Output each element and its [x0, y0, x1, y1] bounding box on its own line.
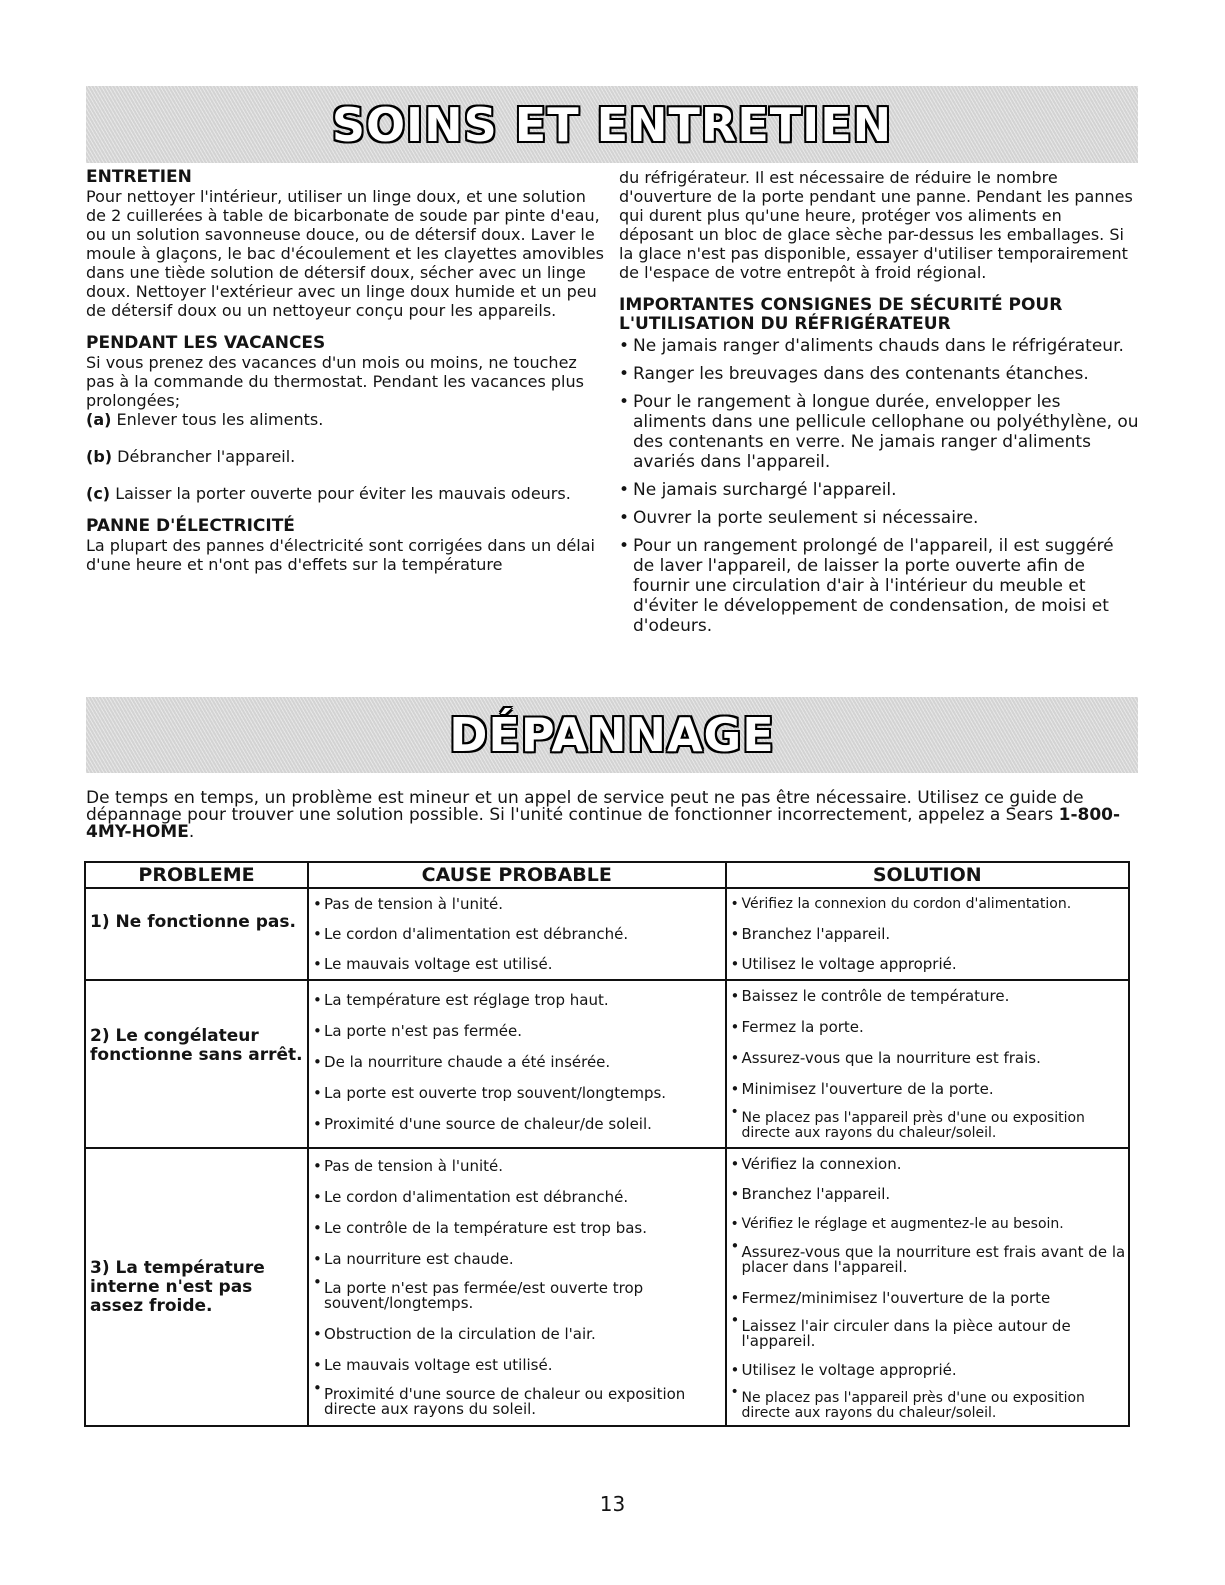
panne-heading: PANNE D'ÉLECTRICITÉ	[86, 516, 295, 536]
list-item: • Utilisez le voltage approprié.	[731, 949, 1129, 979]
list-item: • Le cordon d'alimentation est débranché.	[313, 919, 724, 949]
list-item: • Utilisez le voltage approprié.	[731, 1355, 1129, 1385]
solution-cell	[726, 1148, 1130, 1426]
list-item: • Ouvrer la porte seulement si nécessaire.	[619, 508, 1139, 528]
table-header-row	[85, 862, 1129, 888]
solution-cell	[726, 980, 1130, 1148]
list-item: • La porte n'est pas fermée.	[313, 1016, 724, 1047]
list-item: • Le mauvais voltage est utilisé.	[313, 1350, 724, 1381]
list-item: • Proximité d'une source de chaleur/de soleil.	[313, 1109, 724, 1140]
troubleshooting-table	[84, 861, 1130, 1427]
depannage-banner	[86, 697, 1138, 773]
cause-cell	[308, 980, 725, 1148]
cause-list	[309, 981, 724, 1142]
header-cause: CAUSE PROBABLE	[308, 862, 725, 888]
depannage-title: DÉPANNAGE	[449, 708, 775, 762]
left-column	[86, 168, 606, 588]
list-item: • Pas de tension à l'unité.	[313, 889, 724, 919]
list-item: • La porte n'est pas fermée/est ouverte trop souvent/longtemps.	[313, 1275, 724, 1319]
problem-text: 2) Le congélateur fonctionne sans arrêt.	[90, 1026, 303, 1065]
problem-cell	[85, 1148, 308, 1426]
solution-list	[727, 1149, 1129, 1425]
list-item: • Le cordon d'alimentation est débranché.	[313, 1182, 724, 1213]
list-item: • Proximité d'une source de chaleur ou exposition directe aux rayons du soleil.	[313, 1381, 724, 1423]
table-row	[85, 980, 1129, 1148]
vacances-section	[86, 334, 606, 503]
panne-continued	[619, 168, 1139, 282]
consignes-section	[619, 296, 1139, 636]
vacances-text: Si vous prenez des vacances d'un mois ou moins, ne touchez pas à la commande du thermostat. Pendant les vacances plus prolongées;	[86, 353, 584, 410]
list-item: • Minimisez l'ouverture de la porte.	[731, 1074, 1129, 1105]
list-item: • Fermez/minimisez l'ouverture de la porte	[731, 1283, 1129, 1313]
page-number: 13	[599, 1492, 626, 1516]
problem-cell	[85, 980, 308, 1148]
table-row	[85, 888, 1129, 980]
vacances-item-text: Enlever tous les aliments.	[111, 410, 324, 429]
entretien-heading: ENTRETIEN	[86, 167, 192, 187]
list-item: • Pour un rangement prolongé de l'appareil, il est suggéré de laver l'appareil, de laisser la porte ouverte afin de fournir une circulation d'air à l'intérieur du meuble et d'éviter le développement de condensation, de moisi et d'odeurs.	[619, 536, 1139, 636]
list-item: • Le contrôle de la température est trop bas.	[313, 1213, 724, 1244]
list-item: • Ne jamais surchargé l'appareil.	[619, 480, 1139, 500]
intro-end: .	[188, 822, 195, 842]
list-item: • Branchez l'appareil.	[731, 1179, 1129, 1209]
list-item: • Pas de tension à l'unité.	[313, 1151, 724, 1182]
sears-phone-number: 1-800-4MY-HOME	[86, 805, 1121, 842]
list-item: • Laissez l'air circuler dans la pièce autour de l'appareil.	[731, 1313, 1129, 1355]
vacances-item-text: Laisser la porter ouverte pour éviter les mauvais odeurs.	[110, 484, 571, 503]
consignes-heading: IMPORTANTES CONSIGNES DE SÉCURITÉ POUR L'UTILISATION DU RÉFRIGÉRATEUR	[619, 295, 1063, 334]
list-item: • Ranger les breuvages dans des contenants étanches.	[619, 364, 1139, 384]
list-item: • La nourriture est chaude.	[313, 1244, 724, 1275]
vacances-heading: PENDANT LES VACANCES	[86, 333, 326, 353]
problem-cell	[85, 888, 308, 980]
list-item: • Vérifiez la connexion du cordon d'alimentation.	[731, 889, 1129, 919]
vacances-item-tag: (a)	[86, 410, 112, 429]
solution-list	[727, 889, 1129, 979]
list-item: • Baissez le contrôle de température.	[731, 981, 1129, 1012]
soins-banner	[86, 86, 1138, 163]
panne-section	[86, 517, 606, 574]
consignes-list	[619, 336, 1139, 636]
problem-text: 1) Ne fonctionne pas.	[90, 912, 296, 932]
entretien-text: Pour nettoyer l'intérieur, utiliser un linge doux, et une solution de 2 cuillerées à table de bicarbonate de soude par pinte d'eau, ou un solution savonneuse douce, ou de détersif doux. Laver le moule à glaçons, le bac d'écoulement et les clayettes amovibles dans une tiède solution de détersif doux, sécher avec un linge doux. Nettoyer l'extérieur avec un linge doux humide et un peu de détersif doux ou un nettoyeur conçu pour les appareils.	[86, 187, 604, 320]
cause-list	[309, 889, 724, 979]
list-item: • Vérifiez la connexion.	[731, 1149, 1129, 1179]
list-item: • Ne placez pas l'appareil près d'une ou exposition directe aux rayons du chaleur/soleil.	[731, 1385, 1129, 1425]
cause-cell	[308, 1148, 725, 1426]
list-item: • Fermez la porte.	[731, 1012, 1129, 1043]
intro-text: De temps en temps, un problème est mineur et un appel de service peut ne pas être nécessaire. Utilisez ce guide de dépannage pour trouver une solution possible. Si l'unité continue de fonctionner incorrectement, appelez a Sears	[86, 788, 1084, 825]
header-probleme: PROBLEME	[85, 862, 308, 888]
entretien-section	[86, 168, 606, 320]
vacances-item-a	[86, 410, 606, 429]
list-item: • Ne placez pas l'appareil près d'une ou exposition directe aux rayons du chaleur/soleil.	[731, 1105, 1129, 1147]
list-item: • Branchez l'appareil.	[731, 919, 1129, 949]
solution-cell	[726, 888, 1130, 980]
right-column	[619, 168, 1139, 650]
panne-text-left: La plupart des pannes d'électricité sont corrigées dans un délai d'une heure et n'ont pas d'effets sur la température	[86, 536, 595, 574]
list-item: • Assurez-vous que la nourriture est frais avant de la placer dans l'appareil.	[731, 1239, 1129, 1283]
list-item: • La température est réglage trop haut.	[313, 985, 724, 1016]
soins-title: SOINS ET ENTRETIEN	[331, 97, 893, 152]
panne-text-right: du réfrigérateur. Il est nécessaire de réduire le nombre d'ouverture de la porte pendant une panne. Pendant les pannes qui durent plus qu'une heure, protéger vos aliments en déposant un bloc de glace sèche par-dessus les emballages. Si la glace n'est pas disponible, essayer d'utiliser temporairement de l'espace de votre entrepôt à froid régional.	[619, 168, 1133, 282]
cause-cell	[308, 888, 725, 980]
list-item: • De la nourriture chaude a été insérée.	[313, 1047, 724, 1078]
solution-list	[727, 981, 1129, 1147]
vacances-item-tag: (c)	[86, 484, 111, 503]
vacances-item-c	[86, 484, 606, 503]
list-item: • Vérifiez le réglage et augmentez-le au besoin.	[731, 1209, 1129, 1239]
depannage-intro	[86, 790, 1136, 841]
vacances-item-tag: (b)	[86, 447, 113, 466]
list-item: • Assurez-vous que la nourriture est frais.	[731, 1043, 1129, 1074]
vacances-item-b	[86, 447, 606, 466]
list-item: • Le mauvais voltage est utilisé.	[313, 949, 724, 979]
header-solution: SOLUTION	[726, 862, 1130, 888]
cause-list	[309, 1149, 724, 1423]
table-row	[85, 1148, 1129, 1426]
list-item: • Obstruction de la circulation de l'air.	[313, 1319, 724, 1350]
list-item: • Ne jamais ranger d'aliments chauds dans le réfrigérateur.	[619, 336, 1139, 356]
list-item: • Pour le rangement à longue durée, envelopper les aliments dans une pellicule cellophane ou polyéthylène, ou des contenants en verre. Ne jamais ranger d'aliments avariés dans l'appareil.	[619, 392, 1139, 472]
problem-text: 3) La température interne n'est pas assez froide.	[90, 1258, 265, 1316]
list-item: • La porte est ouverte trop souvent/longtemps.	[313, 1078, 724, 1109]
vacances-item-text: Débrancher l'appareil.	[112, 447, 296, 466]
